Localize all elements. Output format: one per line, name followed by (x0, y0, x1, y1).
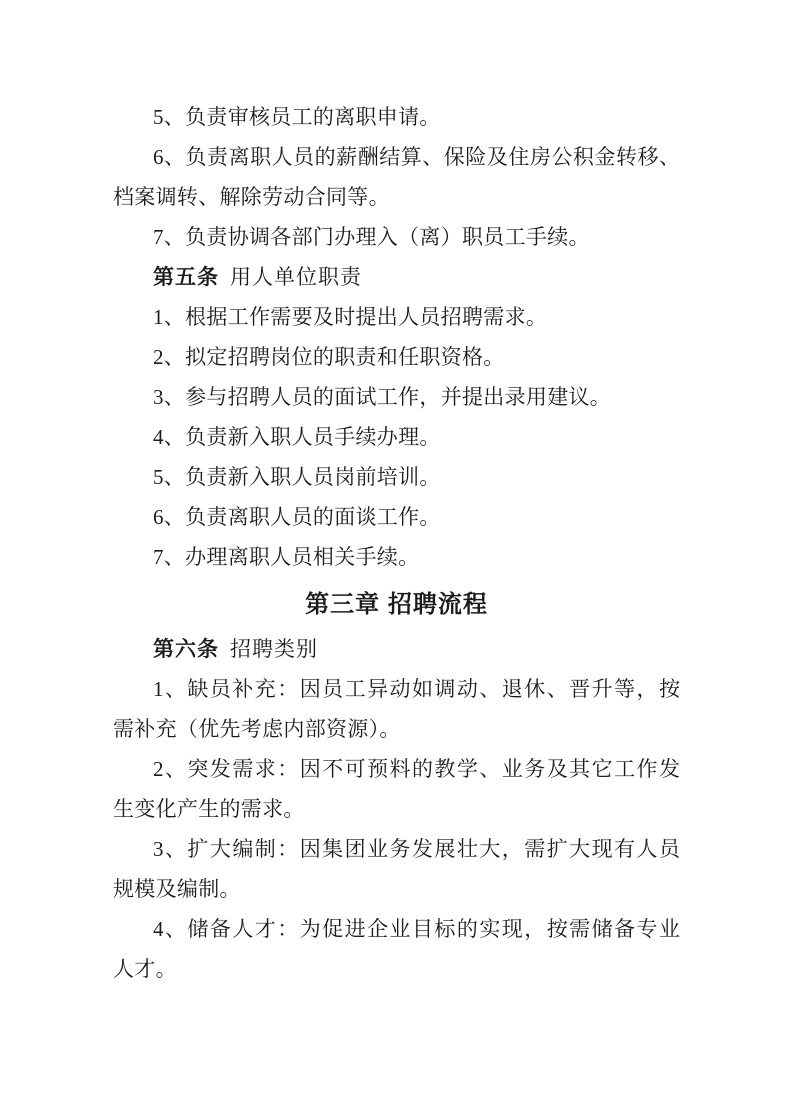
body-line: 1、缺员补充：因员工异动如调动、退休、晋升等，按 (153, 677, 680, 701)
body-line: 6、负责离职人员的面谈工作。 (153, 505, 441, 529)
body-line: 4、储备人才：为促进企业目标的实现，按需储备专业 (153, 917, 680, 941)
body-line: 需补充（优先考虑内部资源）。 (113, 717, 401, 741)
article-title: 用人单位职责 (230, 265, 362, 289)
body-line: 2、拟定招聘岗位的职责和任职资格。 (153, 345, 505, 369)
article-heading-6 (113, 629, 680, 669)
article-label: 第五条 (153, 266, 219, 289)
body-line: 5、负责新入职人员岗前培训。 (153, 465, 441, 489)
body-line: 2、突发需求：因不可预料的教学、业务及其它工作发 (153, 757, 680, 781)
body-line: 3、参与招聘人员的面试工作，并提出录用建议。 (153, 385, 612, 409)
article-heading-5 (113, 257, 680, 297)
body-line: 规模及编制。 (113, 877, 241, 901)
article-title: 招聘类别 (230, 637, 318, 661)
article-label: 第六条 (153, 638, 219, 661)
body-line: 3、扩大编制：因集团业务发展壮大，需扩大现有人员 (153, 837, 680, 861)
body-line: 生变化产生的需求。 (113, 797, 305, 821)
body-line: 档案调转、解除劳动合同等。 (113, 185, 390, 209)
body-line: 4、负责新入职人员手续办理。 (153, 425, 441, 449)
body-line: 6、负责离职人员的薪酬结算、保险及住房公积金转移、 (153, 145, 680, 169)
document-content (113, 97, 680, 989)
body-line: 5、负责审核员工的离职申请。 (153, 105, 441, 129)
body-line: 7、负责协调各部门办理入（离）职员工手续。 (153, 225, 590, 249)
chapter-heading: 第三章 招聘流程 (305, 591, 488, 618)
body-line: 1、根据工作需要及时提出人员招聘需求。 (153, 305, 548, 329)
body-line: 7、办理离职人员相关手续。 (153, 545, 420, 569)
body-line: 人才。 (113, 957, 177, 981)
